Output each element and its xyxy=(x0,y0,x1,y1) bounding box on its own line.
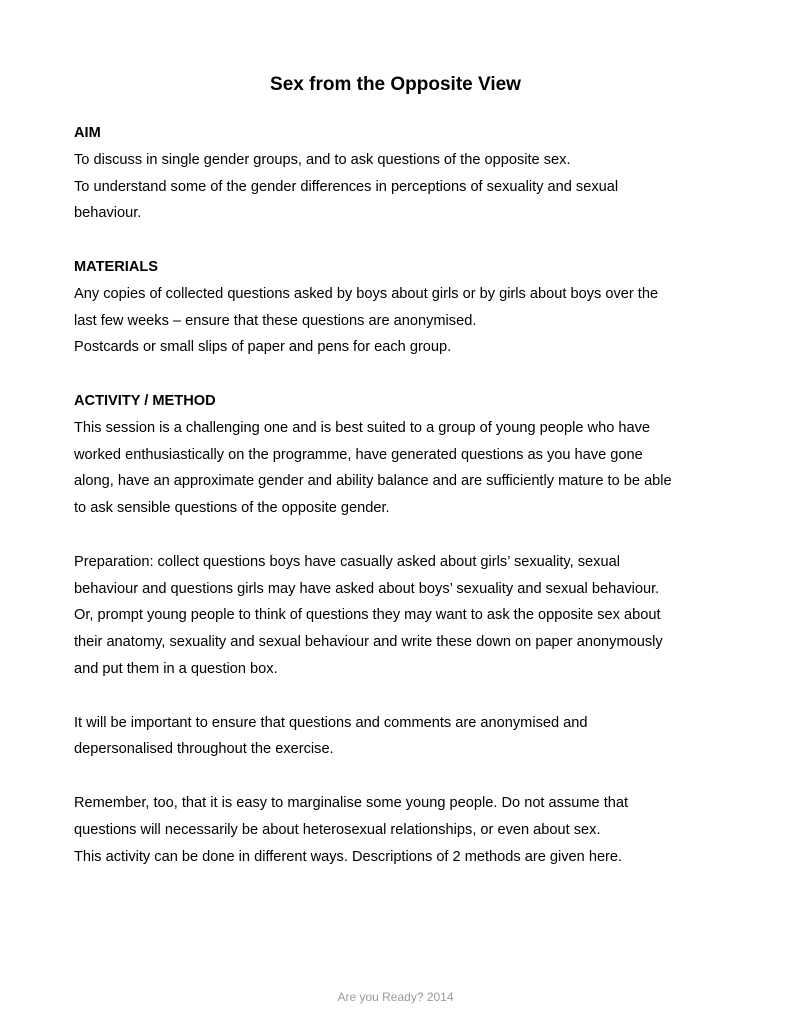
anonymise-line: It will be important to ensure that questions and comments are anonymised and xyxy=(74,714,588,731)
method-intro-line: along, have an approximate gender and ability balance and are sufficiently mature to be able xyxy=(74,473,672,490)
aim-line: To discuss in single gender groups, and to ask questions of the opposite sex. xyxy=(74,151,571,168)
method-intro-line: worked enthusiastically on the programme, have generated questions as you have gone xyxy=(74,446,643,463)
preparation-line: behaviour and questions girls may have asked about boys’ sexuality and sexual behaviour. xyxy=(74,580,660,597)
materials-line: Any copies of collected questions asked by boys about girls or by girls about boys over the xyxy=(74,285,659,302)
aim-heading: AIM xyxy=(74,125,101,141)
materials-heading: MATERIALS xyxy=(74,258,159,275)
preparation-line: Preparation: collect questions boys have casually asked about girls’ sexuality, sexual xyxy=(74,553,620,570)
remember-line: questions will necessarily be about heterosexual relationships, or even about sex. xyxy=(74,821,601,838)
paragraph-spacer xyxy=(74,522,734,549)
method-section xyxy=(74,388,734,870)
section-spacer xyxy=(74,227,734,254)
materials-section xyxy=(74,254,734,361)
method-heading: ACTIVITY / METHOD xyxy=(74,392,216,409)
remember-line: This activity can be done in different ways. Descriptions of 2 methods are given here. xyxy=(74,848,623,865)
materials-line: last few weeks – ensure that these questions are anonymised. xyxy=(74,312,477,329)
paragraph-spacer xyxy=(74,683,734,710)
page-footer: Are you Ready? 2014 xyxy=(337,990,454,1004)
aim-line: behaviour. xyxy=(74,205,142,222)
preparation-line: Or, prompt young people to think of questions they may want to ask the opposite sex about xyxy=(74,607,661,624)
page-title: Sex from the Opposite View xyxy=(270,74,521,95)
aim-section xyxy=(74,120,734,227)
document-body xyxy=(74,120,734,870)
section-spacer xyxy=(74,361,734,388)
preparation-line: and put them in a question box. xyxy=(74,660,278,677)
method-intro-line: This session is a challenging one and is best suited to a group of young people who have xyxy=(74,419,651,436)
preparation-line: their anatomy, sexuality and sexual behaviour and write these down on paper anonymously xyxy=(74,634,663,651)
remember-line: Remember, too, that it is easy to marginalise some young people. Do not assume that xyxy=(74,794,629,811)
method-intro-line: to ask sensible questions of the opposite gender. xyxy=(74,500,390,517)
paragraph-spacer xyxy=(74,763,734,790)
aim-line: To understand some of the gender differences in perceptions of sexuality and sexual xyxy=(74,178,619,195)
materials-line: Postcards or small slips of paper and pens for each group. xyxy=(74,339,452,356)
anonymise-line: depersonalised throughout the exercise. xyxy=(74,741,334,758)
